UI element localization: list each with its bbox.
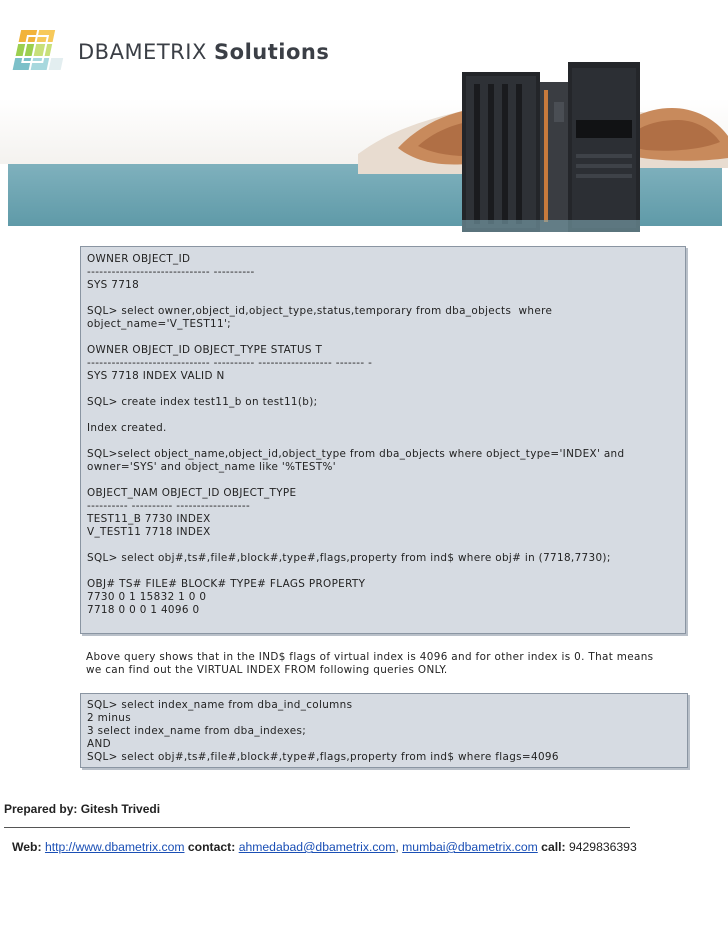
code-line: OBJ# TS# FILE# BLOCK# TYPE# FLAGS PROPERTY [87, 578, 366, 590]
code-line: 7718 0 0 0 1 4096 0 [87, 604, 200, 616]
code-line: OWNER OBJECT_ID [87, 253, 191, 265]
paragraph-line: we can find out the VIRTUAL INDEX FROM following queries ONLY. [86, 664, 448, 676]
code-line: owner='SYS' and object_name like '%TEST%' [87, 461, 336, 473]
code-line: V_TEST11 7718 INDEX [87, 526, 211, 538]
code-line: Index created. [87, 422, 167, 434]
email-mumbai-link[interactable]: mumbai@dbametrix.com [402, 840, 538, 854]
code-line: object_name='V_TEST11'; [87, 318, 232, 330]
website-link[interactable]: http://www.dbametrix.com [44, 840, 185, 854]
code-line: ------------------------------ ---------- [87, 266, 255, 278]
code-line: 3 select index_name from dba_indexes; [87, 725, 307, 737]
sql-query-box [80, 693, 688, 768]
code-line: SQL> select obj#,ts#,file#,block#,type#,flags,property from ind$ where obj# in (7718,7730); [87, 552, 611, 564]
code-line: 2 minus [87, 712, 131, 724]
code-line: ------------------------------ ---------- ------------------ ------- - [87, 357, 373, 369]
brand-name [78, 40, 329, 64]
prepared-by: Prepared by: Gitesh Trivedi [4, 802, 161, 816]
code-line: SQL>select object_name,object_id,object_type from dba_objects where object_type='INDEX' and [87, 448, 625, 460]
sql-output-box [80, 246, 686, 634]
code-line: SQL> create index test11_b on test11(b); [87, 396, 318, 408]
code-line: OBJECT_NAM OBJECT_ID OBJECT_TYPE [87, 487, 297, 499]
paragraph-line: Above query shows that in the IND$ flags of virtual index is 4096 and for other index is 0. That means [86, 651, 654, 663]
phone-number: 9429836393 [568, 840, 637, 854]
contact-line [12, 840, 637, 854]
code-line: SQL> select obj#,ts#,file#,block#,type#,flags,property from ind$ where flags=4096 [87, 751, 559, 763]
code-line: TEST11_B 7730 INDEX [87, 513, 211, 525]
code-line: AND [87, 738, 111, 750]
code-line: SYS 7718 [87, 279, 140, 291]
footer-divider [4, 827, 630, 828]
brand-bold: Solutions [214, 40, 330, 64]
code-line: SYS 7718 INDEX VALID N [87, 370, 225, 382]
code-line: ---------- ---------- ------------------ [87, 500, 251, 512]
code-line: 7730 0 1 15832 1 0 0 [87, 591, 207, 603]
email-ahmedabad-link[interactable]: ahmedabad@dbametrix.com [238, 840, 396, 854]
email-separator: , [395, 840, 399, 854]
header-banner [0, 0, 728, 232]
code-line: OWNER OBJECT_ID OBJECT_TYPE STATUS T [87, 344, 323, 356]
code-line: SQL> select index_name from dba_ind_columns [87, 699, 353, 711]
call-label: call: [541, 840, 566, 854]
explanation-paragraph [80, 645, 684, 681]
brand-light: DBAMETRIX [78, 40, 207, 64]
web-label: Web: [12, 840, 42, 854]
server-rack-illustration [462, 62, 640, 232]
contact-label: contact: [187, 840, 236, 854]
code-line: SQL> select owner,object_id,object_type,status,temporary from dba_objects where [87, 305, 553, 317]
dbametrix-logo-icon [8, 26, 66, 78]
